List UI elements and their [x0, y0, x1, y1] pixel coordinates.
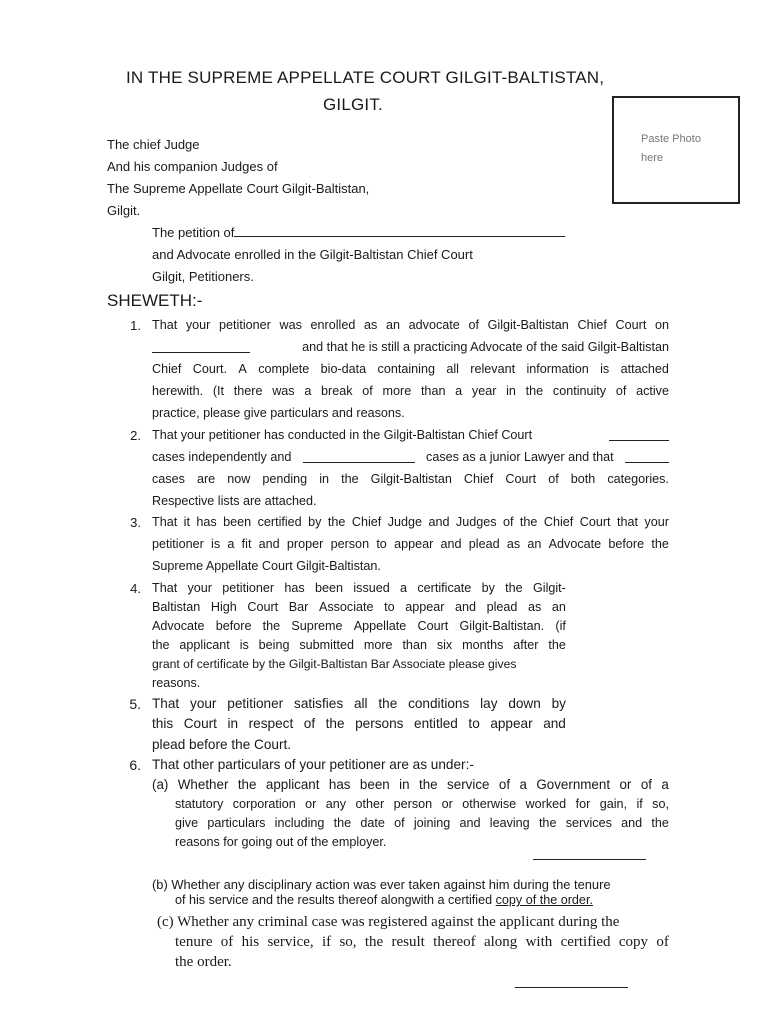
petitioner-name-blank[interactable] — [234, 224, 565, 237]
item-2-line-1 — [152, 428, 669, 442]
item-6a-line-4: reasons for going out of the employer. — [175, 835, 387, 849]
item-4-line-2: Baltistan High Court Bar Associate to appear and plead as an — [152, 600, 566, 614]
item-1-line-2-text: and that he is still a practicing Advocate of the said Gilgit-Baltistan — [302, 340, 669, 354]
item-6c-answer-line[interactable] — [515, 987, 628, 988]
item-4-line-4: the applicant is being submitted more than six months after the — [152, 638, 566, 652]
item-3-line-3: Supreme Appellate Court Gilgit-Baltistan. — [152, 559, 381, 573]
item-6c-line-3: the order. — [175, 954, 232, 970]
court-title-line-1: IN THE SUPREME APPELLATE COURT GILGIT-BALTISTAN, — [126, 68, 605, 87]
item-1-line-3: Chief Court. A complete bio-data containing all relevant information is attached — [152, 362, 669, 376]
item-2-line-3: cases are now pending in the Gilgit-Baltistan Chief Court of both categories. — [152, 472, 669, 486]
item-4-line-6: reasons. — [152, 676, 201, 690]
photo-placeholder-text-1: Paste Photo — [641, 133, 701, 145]
item-6c-line-1: (c) Whether any criminal case was registered against the applicant during the — [157, 914, 620, 930]
address-line-2: And his companion Judges of — [107, 159, 278, 174]
item-2-line-4: Respective lists are attached. — [152, 494, 317, 508]
sheweth-heading: SHEWETH:- — [107, 291, 203, 310]
item-2-line-2 — [152, 450, 669, 464]
item-1-line-2 — [152, 340, 669, 354]
item-4-line-1: That your petitioner has been issued a certificate by the Gilgit- — [152, 581, 566, 595]
item-6b-line-2a: of his service and the results thereof alongwith a certified — [175, 893, 493, 907]
item-6b-line-1: (b) Whether any disciplinary action was ever taken against him during the tenure — [152, 877, 611, 892]
item-3-line-1: That it has been certified by the Chief Judge and Judges of the Chief Court that your — [152, 515, 669, 529]
cases-conducted-blank[interactable] — [609, 428, 669, 441]
address-line-4: Gilgit. — [107, 203, 141, 218]
item-5-line-2: this Court in respect of the persons entitled to appear and — [152, 716, 566, 731]
petition-line-1 — [152, 222, 565, 244]
item-1-line-1: That your petitioner was enrolled as an advocate of Gilgit-Baltistan Chief Court on — [152, 318, 669, 332]
petition-line-3: Gilgit, Petitioners. — [152, 269, 254, 284]
enrolment-date-blank[interactable] — [152, 340, 250, 353]
item-6a-line-3: give particulars including the date of joining and leaving the services and the — [175, 816, 669, 830]
photo-placeholder-text-2: here — [641, 152, 664, 164]
item-2-line-2a: cases independently and — [152, 450, 292, 464]
item-number-4: 4. — [130, 581, 141, 596]
item-6-line-1: That other particulars of your petitioner are as under:- — [152, 757, 474, 772]
item-6a-line-2: statutory corporation or any other person or otherwise worked for gain, if so, — [175, 797, 669, 811]
address-line-1: The chief Judge — [107, 137, 200, 152]
item-number-5: 5. — [129, 696, 141, 712]
court-title-line-2: GILGIT. — [323, 95, 383, 114]
address-line-3: The Supreme Appellate Court Gilgit-Baltistan, — [107, 181, 370, 196]
item-5-line-1: That your petitioner satisfies all the conditions lay down by — [152, 696, 566, 711]
petition-line-2: and Advocate enrolled in the Gilgit-Baltistan Chief Court — [152, 247, 473, 262]
cases-pending-blank[interactable] — [625, 450, 669, 463]
item-5-line-3: plead before the Court. — [152, 737, 292, 752]
item-1-line-5: practice, please give particulars and reasons. — [152, 406, 405, 420]
item-6c-line-2: tenure of his service, if so, the result thereof along with certified copy of — [175, 934, 669, 950]
item-6b-line-2 — [175, 893, 593, 907]
item-6a-line-1: (a) Whether the applicant has been in the service of a Government or of a — [152, 777, 669, 792]
item-2-line-1-text: That your petitioner has conducted in the Gilgit-Baltistan Chief Court — [152, 428, 533, 442]
cases-independent-blank[interactable] — [303, 450, 415, 463]
item-1-line-4: herewith. (It there was a break of more than a year in the continuity of active — [152, 384, 669, 398]
item-number-1: 1. — [130, 318, 141, 333]
item-6a-answer-line[interactable] — [533, 859, 646, 860]
petition-of-label: The petition of — [152, 225, 235, 240]
photo-placeholder-box[interactable] — [612, 96, 740, 204]
item-6b-line-2b: copy of the order. — [495, 893, 593, 907]
item-4-line-3: Advocate before the Supreme Appellate Court Gilgit-Baltistan. (if — [152, 619, 566, 633]
item-number-6: 6. — [129, 757, 141, 773]
item-4-line-5: grant of certificate by the Gilgit-Baltistan Bar Associate please gives — [152, 657, 517, 671]
item-number-2: 2. — [130, 428, 141, 443]
item-number-3: 3. — [130, 515, 141, 530]
item-2-line-2b: cases as a junior Lawyer and that — [426, 450, 614, 464]
item-3-line-2: petitioner is a fit and proper person to appear and plead as an Advocate before the — [152, 537, 669, 551]
